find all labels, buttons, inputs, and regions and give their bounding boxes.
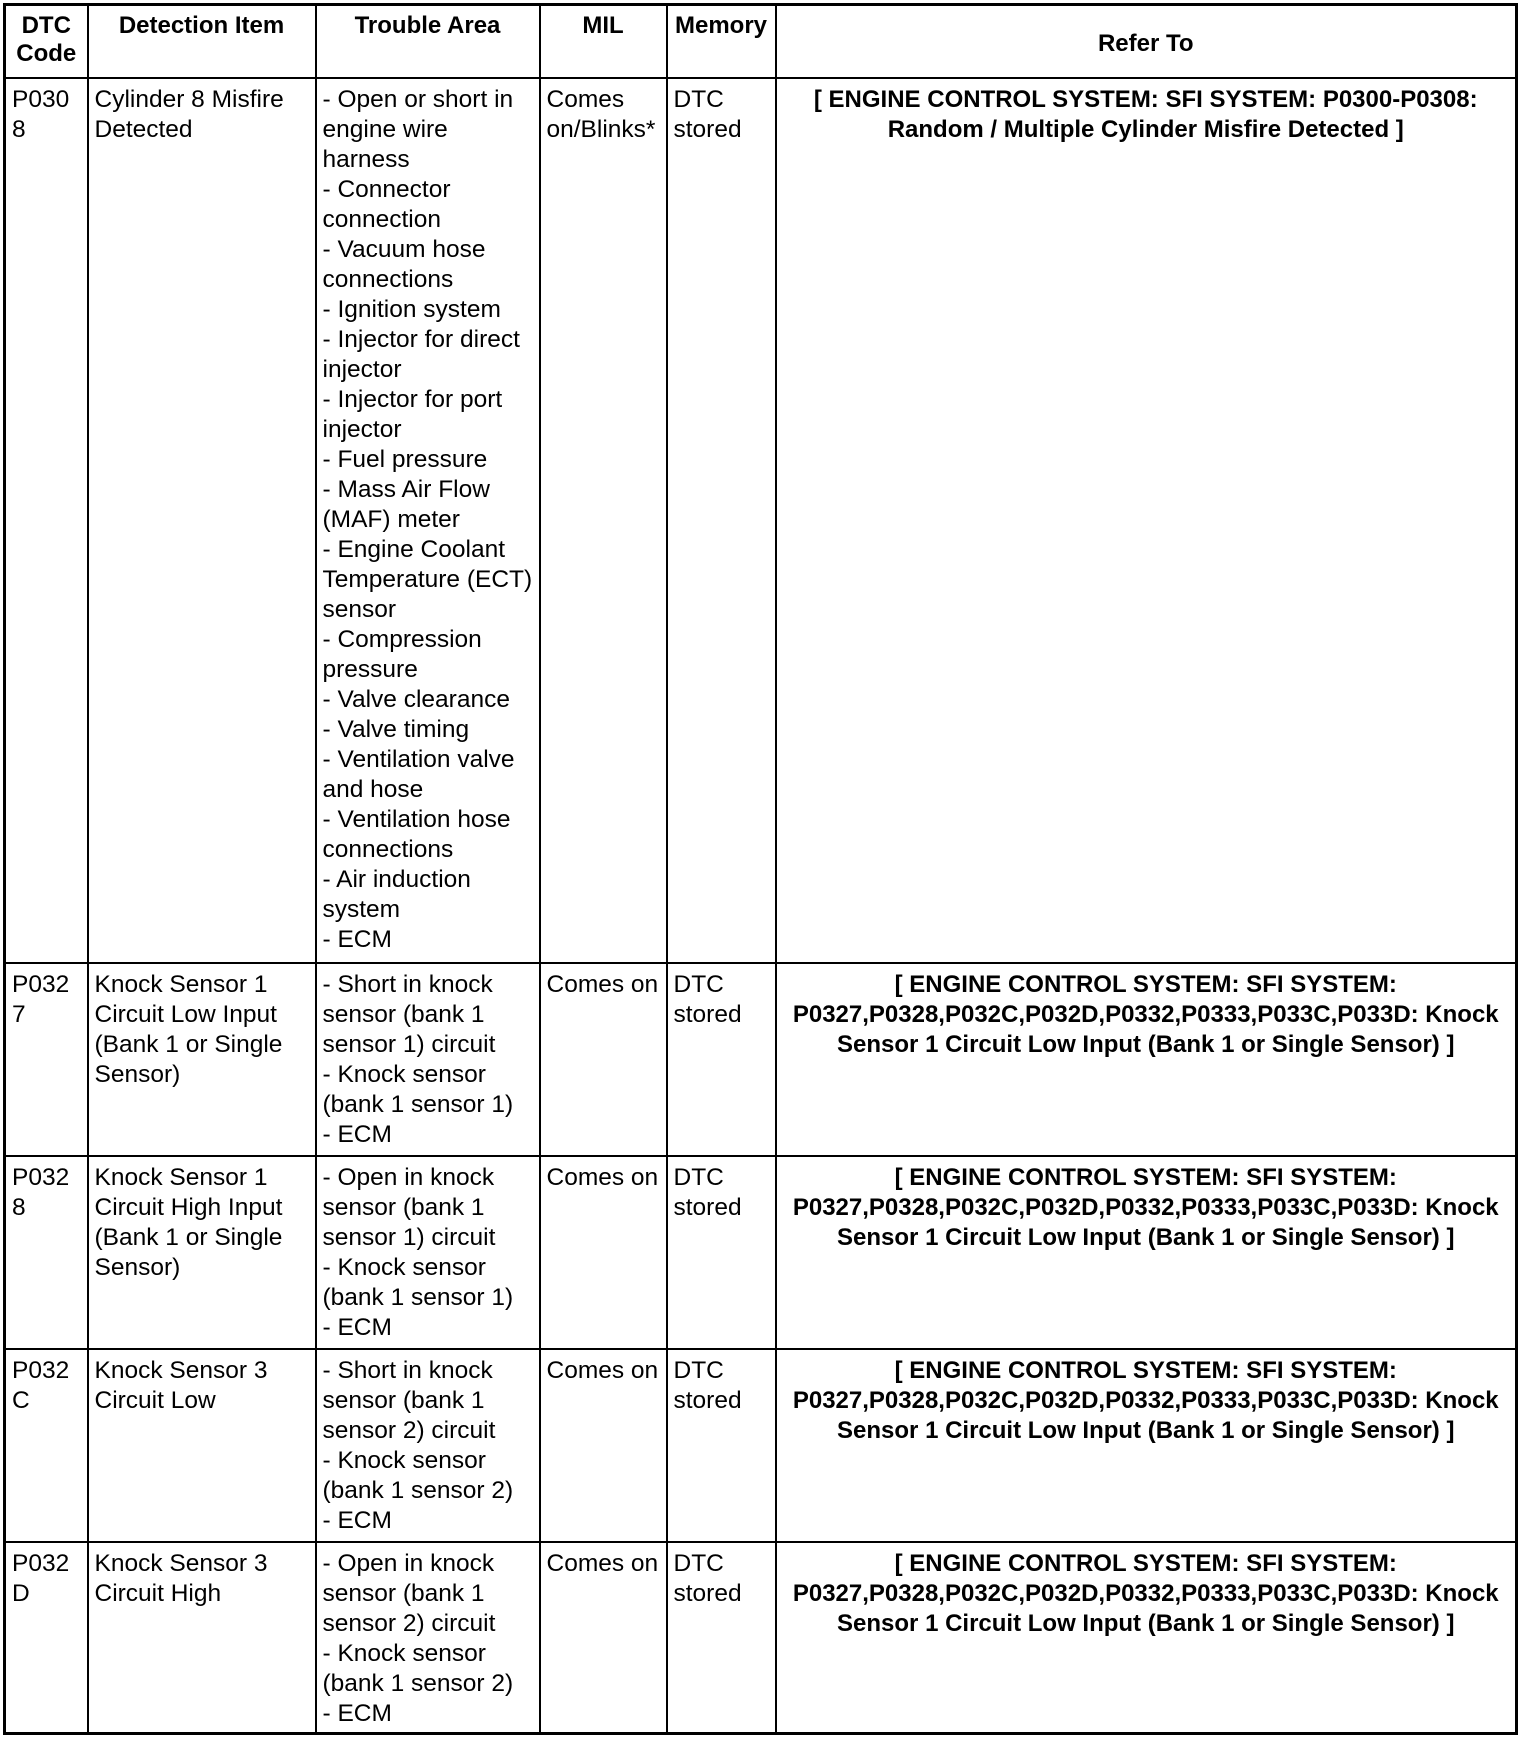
mil-cell: Comes on bbox=[540, 1156, 667, 1349]
detection-item-cell: Knock Sensor 3 Circuit High bbox=[88, 1542, 316, 1734]
trouble-area-line: - Mass Air Flow (MAF) meter bbox=[322, 475, 490, 533]
dtc-code-cell: P032D bbox=[5, 1542, 88, 1734]
memory-cell: DTC stored bbox=[667, 1542, 776, 1734]
trouble-area-line: - Short in knock sensor (bank 1 sensor 2) circuit bbox=[322, 1356, 496, 1444]
trouble-area-cell bbox=[316, 1542, 540, 1734]
trouble-area-line: - Open in knock sensor (bank 1 sensor 1) circuit bbox=[322, 1163, 496, 1251]
trouble-area-line: - ECM bbox=[322, 1313, 392, 1341]
mil-cell: Comes on bbox=[540, 1542, 667, 1734]
memory-cell: DTC stored bbox=[667, 963, 776, 1156]
trouble-area-line: - Valve clearance bbox=[322, 685, 510, 713]
dtc-code-cell: P0327 bbox=[5, 963, 88, 1156]
trouble-area-line: - Knock sensor (bank 1 sensor 2) bbox=[322, 1639, 514, 1697]
trouble-area-line: - Knock sensor (bank 1 sensor 1) bbox=[322, 1253, 514, 1311]
trouble-area-line: - Knock sensor (bank 1 sensor 2) bbox=[322, 1446, 514, 1504]
dtc-code-cell: P0328 bbox=[5, 1156, 88, 1349]
table-row bbox=[5, 1542, 1517, 1734]
trouble-area-line: - Ventilation hose connections bbox=[322, 805, 511, 863]
header-dtc-code: DTC Code bbox=[5, 5, 88, 78]
trouble-area-line: - Injector for direct injector bbox=[322, 325, 520, 383]
detection-item-cell: Cylinder 8 Misfire Detected bbox=[88, 78, 316, 963]
trouble-area-line: - Ventilation valve and hose bbox=[322, 745, 515, 803]
dtc-table bbox=[3, 3, 1518, 1735]
trouble-area-line: - Engine Coolant Temperature (ECT) sensor bbox=[322, 535, 533, 623]
trouble-area-line: - Compression pressure bbox=[322, 625, 482, 683]
refer-to-link[interactable]: [ ENGINE CONTROL SYSTEM: SFI SYSTEM: P0327,P0328,P032C,P032D,P0332,P0333,P033C,P033D: Knock Sensor 1 Circuit Low Input (Bank 1 or Single Sensor) ] bbox=[776, 1349, 1517, 1542]
refer-to-link[interactable]: [ ENGINE CONTROL SYSTEM: SFI SYSTEM: P0327,P0328,P032C,P032D,P0332,P0333,P033C,P033D: Knock Sensor 1 Circuit Low Input (Bank 1 or Single Sensor) ] bbox=[776, 1542, 1517, 1734]
trouble-area-line: - ECM bbox=[322, 1699, 392, 1727]
mil-cell: Comes on/Blinks* bbox=[540, 78, 667, 963]
trouble-area-line: - Air induction system bbox=[322, 865, 471, 923]
trouble-area-line: - Injector for port injector bbox=[322, 385, 503, 443]
trouble-area-line: - Ignition system bbox=[322, 295, 501, 323]
table-row bbox=[5, 78, 1517, 963]
trouble-area-cell bbox=[316, 1156, 540, 1349]
mil-cell: Comes on bbox=[540, 1349, 667, 1542]
trouble-area-line: - Valve timing bbox=[322, 715, 470, 743]
trouble-area-line: - Open or short in engine wire harness bbox=[322, 85, 514, 173]
table-row bbox=[5, 1349, 1517, 1542]
trouble-area-cell bbox=[316, 1349, 540, 1542]
memory-cell: DTC stored bbox=[667, 78, 776, 963]
detection-item-cell: Knock Sensor 3 Circuit Low bbox=[88, 1349, 316, 1542]
memory-cell: DTC stored bbox=[667, 1349, 776, 1542]
refer-to-link[interactable]: [ ENGINE CONTROL SYSTEM: SFI SYSTEM: P0327,P0328,P032C,P032D,P0332,P0333,P033C,P033D: Knock Sensor 1 Circuit Low Input (Bank 1 or Single Sensor) ] bbox=[776, 1156, 1517, 1349]
detection-item-cell: Knock Sensor 1 Circuit High Input (Bank 1 or Single Sensor) bbox=[88, 1156, 316, 1349]
trouble-area-line: - ECM bbox=[322, 1120, 392, 1148]
trouble-area-cell bbox=[316, 963, 540, 1156]
refer-to-link[interactable]: [ ENGINE CONTROL SYSTEM: SFI SYSTEM: P0327,P0328,P032C,P032D,P0332,P0333,P033C,P033D: Knock Sensor 1 Circuit Low Input (Bank 1 or Single Sensor) ] bbox=[776, 963, 1517, 1156]
header-memory: Memory bbox=[667, 5, 776, 78]
detection-item-cell: Knock Sensor 1 Circuit Low Input (Bank 1 or Single Sensor) bbox=[88, 963, 316, 1156]
trouble-area-line: - Knock sensor (bank 1 sensor 1) bbox=[322, 1060, 514, 1118]
dtc-code-cell: P0308 bbox=[5, 78, 88, 963]
trouble-area-line: - ECM bbox=[322, 1506, 392, 1534]
trouble-area-line: - Fuel pressure bbox=[322, 445, 488, 473]
header-row bbox=[5, 5, 1517, 78]
trouble-area-line: - Short in knock sensor (bank 1 sensor 1) circuit bbox=[322, 970, 496, 1058]
trouble-area-line: - Connector connection bbox=[322, 175, 451, 233]
trouble-area-line: - ECM bbox=[322, 925, 392, 953]
table-row bbox=[5, 963, 1517, 1156]
header-refer-to: Refer To bbox=[776, 5, 1517, 78]
header-trouble-area: Trouble Area bbox=[316, 5, 540, 78]
dtc-code-cell: P032C bbox=[5, 1349, 88, 1542]
header-mil: MIL bbox=[540, 5, 667, 78]
trouble-area-line: - Open in knock sensor (bank 1 sensor 2) circuit bbox=[322, 1549, 496, 1637]
trouble-area-cell bbox=[316, 78, 540, 963]
refer-to-link[interactable]: [ ENGINE CONTROL SYSTEM: SFI SYSTEM: P0300-P0308: Random / Multiple Cylinder Misfire Detected ] bbox=[776, 78, 1517, 963]
memory-cell: DTC stored bbox=[667, 1156, 776, 1349]
header-detection-item: Detection Item bbox=[88, 5, 316, 78]
trouble-area-line: - Vacuum hose connections bbox=[322, 235, 486, 293]
mil-cell: Comes on bbox=[540, 963, 667, 1156]
table-row bbox=[5, 1156, 1517, 1349]
